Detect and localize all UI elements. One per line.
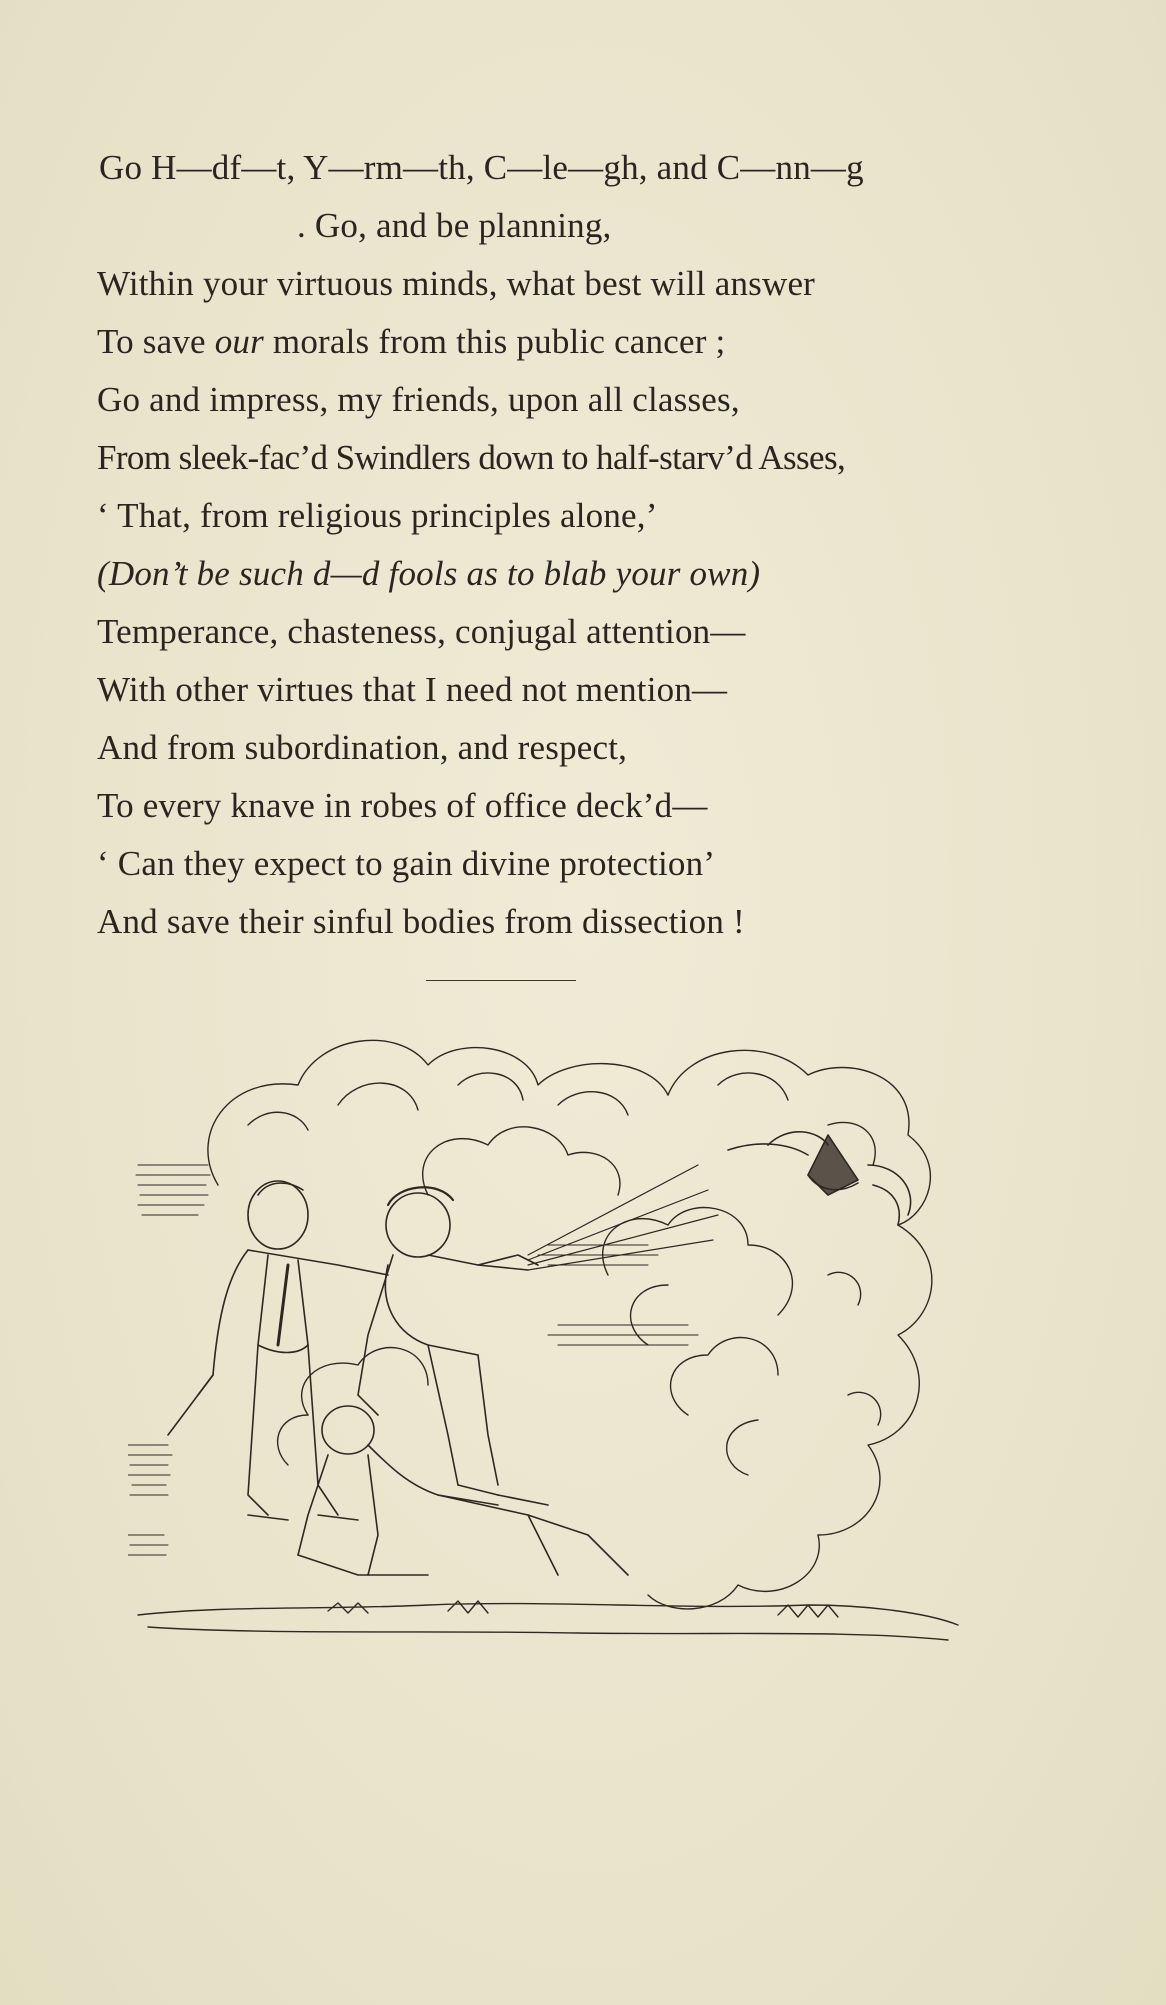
spray-lines-icon (528, 1165, 718, 1270)
poem-line-4-end: morals from this public cancer ; (263, 322, 726, 361)
poem-line-11: And from subordination, and respect, (97, 728, 628, 767)
poem-line-4-emphasis: our (214, 322, 264, 361)
poem-line-2: . Go, and be planning, (297, 206, 612, 245)
poem-line-3: Within your virtuous minds, what best will answer (97, 264, 816, 303)
poem-line-1: Go H—df—t, Y—rm—th, C—le—gh, and C—nn—g (99, 148, 864, 187)
poem-line-4-start: To save (97, 322, 215, 361)
ground-icon (138, 1601, 958, 1640)
section-divider (426, 980, 576, 981)
poem-line-6: From sleek-fac’d Swindlers down to half-starv’d Asses, (97, 438, 846, 477)
poem-line-10: With other virtues that I need not mention— (97, 670, 728, 709)
poem-line-7: ‘ That, from religious principles alone,’ (97, 496, 658, 535)
poem-line-5: Go and impress, my friends, upon all classes, (97, 380, 740, 419)
crouching-figure-icon (298, 1406, 628, 1575)
poem-line-8: (Don’t be such d—d fools as to blab your own) (97, 554, 761, 593)
poem-line-9: Temperance, chasteness, conjugal attention— (97, 612, 746, 651)
poem-line-12: To every knave in robes of office deck’d— (97, 786, 708, 825)
shading-hatch-icon (128, 1165, 698, 1555)
shooting-figure-icon (358, 1187, 548, 1505)
standing-figure-icon (168, 1181, 388, 1520)
engraving-figures-in-smoke-icon (128, 1015, 968, 1715)
poem-line-4 (97, 322, 725, 362)
poem-line-13: ‘ Can they expect to gain divine protection’ (97, 844, 716, 883)
winged-hat-icon (728, 1132, 911, 1225)
poem-line-14: And save their sinful bodies from dissection ! (97, 902, 745, 941)
